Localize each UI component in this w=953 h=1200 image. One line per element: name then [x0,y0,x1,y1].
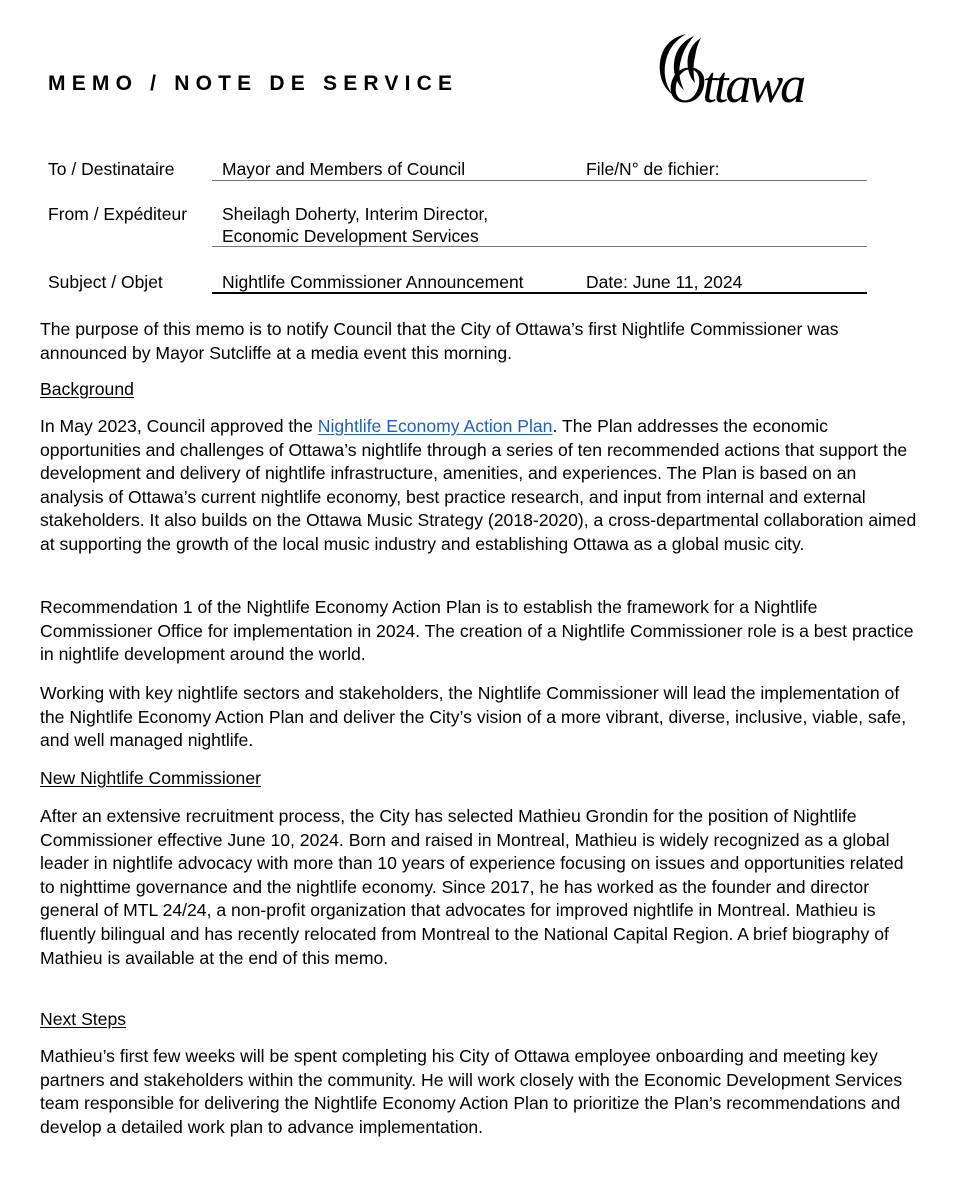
memo-date: Date: June 11, 2024 [586,272,743,292]
background-paragraph-1 [40,415,920,557]
from-value-line1: Sheilagh Doherty, Interim Director, [222,204,489,224]
memo-title: MEMO / NOTE DE SERVICE [48,72,459,95]
ottawa-logo [648,28,838,112]
subject-underline [212,292,867,294]
background-text-before-link: In May 2023, Council approved the [40,416,318,436]
subject-value: Nightlife Commissioner Announcement [222,272,524,292]
next-steps-paragraph: Mathieu’s first few weeks will be spent completing his City of Ottawa employee onboarding and meeting key partners and stakeholders within the community. He will work closely with the Economic Development Services team responsible for delivering the Nightlife Economy Action Plan to prioritize the Plan’s recommendations and develop a detailed work plan to advance implementation. [40,1046,903,1137]
background-heading: Background [40,379,134,399]
to-label: To / Destinataire [48,159,175,179]
from-underline [212,246,867,247]
ottawa-logo-wordmark: Ottawa [668,57,804,112]
commissioner-paragraph: After an extensive recruitment process, the City has selected Mathieu Grondin for the position of Nightlife Commissioner effective June 10, 2024. Born and raised in Montreal, Mathieu is widely recognized as a global leader in nightlife advocacy with more than 10 years of experience focusing on issues and opportunities related to nighttime governance and the nightlife economy. Since 2017, he has worked as the founder and director general of MTL 24/24, a non-profit organization that advocates for improved nightlife in Montreal. Mathieu is fluently bilingual and has recently relocated from Montreal to the National Capital Region. A brief biography of Mathieu is available at the end of this memo. [40,806,904,968]
new-commissioner-heading: New Nightlife Commissioner [40,768,261,788]
to-value: Mayor and Members of Council [222,159,466,179]
to-underline [212,180,867,181]
from-value-line2: Economic Development Services [222,226,479,246]
background-text-after-link: . The Plan addresses the economic opportunities and challenges of Ottawa’s nightlife through a series of ten recommended actions that support the development and delivery of nightlife infrastructure, amenities, and experiences. The Plan is based on an analysis of Ottawa’s current nightlife economy, best practice research, and input from internal and external stakeholders. It also builds on the Ottawa Music Strategy (2018-2020), a cross-departmental collaboration aimed at supporting the growth of the local music industry and establishing Ottawa as a global music city. [40,416,917,554]
background-paragraph-3: Working with key nightlife sectors and stakeholders, the Nightlife Commissioner will lead the implementation of the Nightlife Economy Action Plan and deliver the City’s vision of a more vibrant, diverse, inclusive, viable, safe, and well managed nightlife. [40,683,907,751]
intro-paragraph: The purpose of this memo is to notify Council that the City of Ottawa’s first Nightlife Commissioner was announced by Mayor Sutcliffe at a media event this morning. [40,319,839,363]
from-label: From / Expéditeur [48,204,188,224]
file-number-label: File/N° de fichier: [586,159,720,179]
background-paragraph-2: Recommendation 1 of the Nightlife Economy Action Plan is to establish the framework for a Nightlife Commissioner Office for implementation in 2024. The creation of a Nightlife Commissioner role is a best practice in nightlife development around the world. [40,597,914,665]
next-steps-heading: Next Steps [40,1009,127,1029]
nightlife-action-plan-link[interactable]: Nightlife Economy Action Plan [317,416,553,436]
subject-label: Subject / Objet [48,272,163,292]
